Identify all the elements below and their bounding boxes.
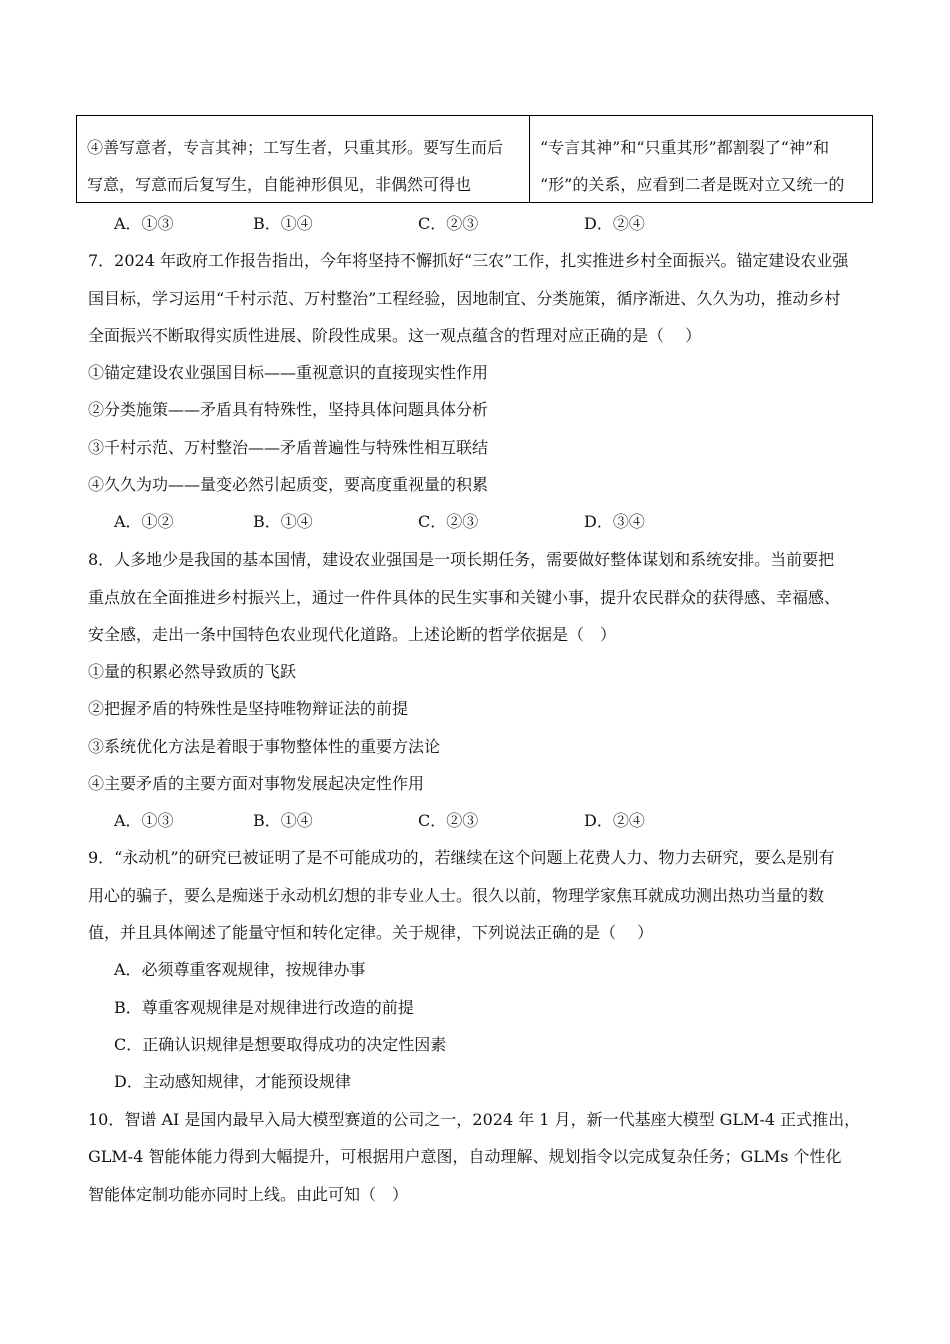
q8-item: ①量的积累必然导致质的飞跃	[88, 662, 297, 681]
q8-item: ④主要矛盾的主要方面对事物发展起决定性作用	[88, 774, 425, 793]
quote-table	[76, 115, 873, 203]
q9-stem-line: 9．“永动机”的研究已被证明了是不可能成功的，若继续在这个问题上花费人力、物力去研究，要么是别有	[88, 848, 835, 867]
q7-stem-line: 全面振兴不断取得实质性进展、阶段性成果。这一观点蕴含的哲理对应正确的是（ ）	[88, 326, 702, 345]
table-cell-line: ④善写意者，专言其神；工写生者，只重其形。要写生而后	[87, 138, 504, 157]
q7-item: ②分类施策——矛盾具有特殊性，坚持具体问题具体分析	[88, 400, 489, 419]
option-b[interactable]: B．尊重客观规律是对规律进行改造的前提	[114, 998, 414, 1017]
option-b[interactable]: B．①④	[253, 214, 313, 233]
q7-stem-line: 国目标，学习运用“千村示范、万村整治”工程经验，因地制宜、分类施策，循序渐进、久久为功，推动乡村	[88, 289, 841, 308]
q10-stem-line: GLM-4 智能体能力得到大幅提升，可根据用户意图，自动理解、规划指令以完成复杂任务；GLMs 个性化	[88, 1147, 842, 1166]
q8-stem-line: 安全感，走出一条中国特色农业现代化道路。上述论断的哲学依据是（ ）	[88, 625, 617, 644]
table-cell-line: “形”的关系，应看到二者是既对立又统一的	[540, 175, 845, 194]
q8-stem-line: 重点放在全面推进乡村振兴上，通过一件件具体的民生实事和关键小事，提升农民群众的获得感、幸福感、	[88, 588, 841, 607]
option-d[interactable]: D．②④	[584, 214, 645, 233]
table-cell-quote	[77, 116, 530, 202]
table-cell-analysis	[530, 116, 872, 202]
q10-stem-line: 智能体定制功能亦同时上线。由此可知（ ）	[88, 1185, 409, 1204]
q8-stem-line: 8．人多地少是我国的基本国情，建设农业强国是一项长期任务，需要做好整体谋划和系统安排。当前要把	[88, 550, 835, 569]
q8-item: ③系统优化方法是着眼于事物整体性的重要方法论	[88, 737, 441, 756]
option-a[interactable]: A．①②	[114, 512, 174, 531]
q10-stem-line: 10．智谱 AI 是国内最早入局大模型赛道的公司之一，2024 年 1 月，新一代基座大模型 GLM-4 正式推出，	[88, 1110, 861, 1129]
option-d[interactable]: D．②④	[584, 811, 645, 830]
option-d[interactable]: D．主动感知规律，才能预设规律	[114, 1072, 351, 1091]
option-c[interactable]: C．②③	[418, 512, 479, 531]
option-c[interactable]: C．②③	[418, 811, 479, 830]
q7-item: ③千村示范、万村整治——矛盾普遍性与特殊性相互联结	[88, 438, 489, 457]
option-a[interactable]: A．①③	[114, 811, 174, 830]
option-c[interactable]: C．正确认识规律是想要取得成功的决定性因素	[114, 1035, 447, 1054]
q7-stem-line: 7．2024 年政府工作报告指出，今年将坚持不懈抓好“三农”工作，扎实推进乡村全面振兴。锚定建设农业强	[88, 251, 849, 270]
option-b[interactable]: B．①④	[253, 512, 313, 531]
option-a[interactable]: A．必须尊重客观规律，按规律办事	[114, 960, 366, 979]
q9-stem-line: 用心的骗子，要么是痴迷于永动机幻想的非专业人士。很久以前，物理学家焦耳就成功测出热功当量的数	[88, 886, 825, 905]
table-cell-line: “专言其神”和“只重其形”都割裂了“神”和	[540, 138, 830, 157]
option-a[interactable]: A．①③	[114, 214, 174, 233]
q8-item: ②把握矛盾的特殊性是坚持唯物辩证法的前提	[88, 699, 409, 718]
option-c[interactable]: C．②③	[418, 214, 479, 233]
q7-item: ①锚定建设农业强国目标——重视意识的直接现实性作用	[88, 363, 489, 382]
table-cell-line: 写意，写意而后复写生，自能神形俱见，非偶然可得也	[87, 175, 472, 194]
option-d[interactable]: D．③④	[584, 512, 645, 531]
q9-stem-line: 值，并且具体阐述了能量守恒和转化定律。关于规律，下列说法正确的是（ ）	[88, 923, 654, 942]
option-b[interactable]: B．①④	[253, 811, 313, 830]
q7-item: ④久久为功——量变必然引起质变，要高度重视量的积累	[88, 475, 489, 494]
